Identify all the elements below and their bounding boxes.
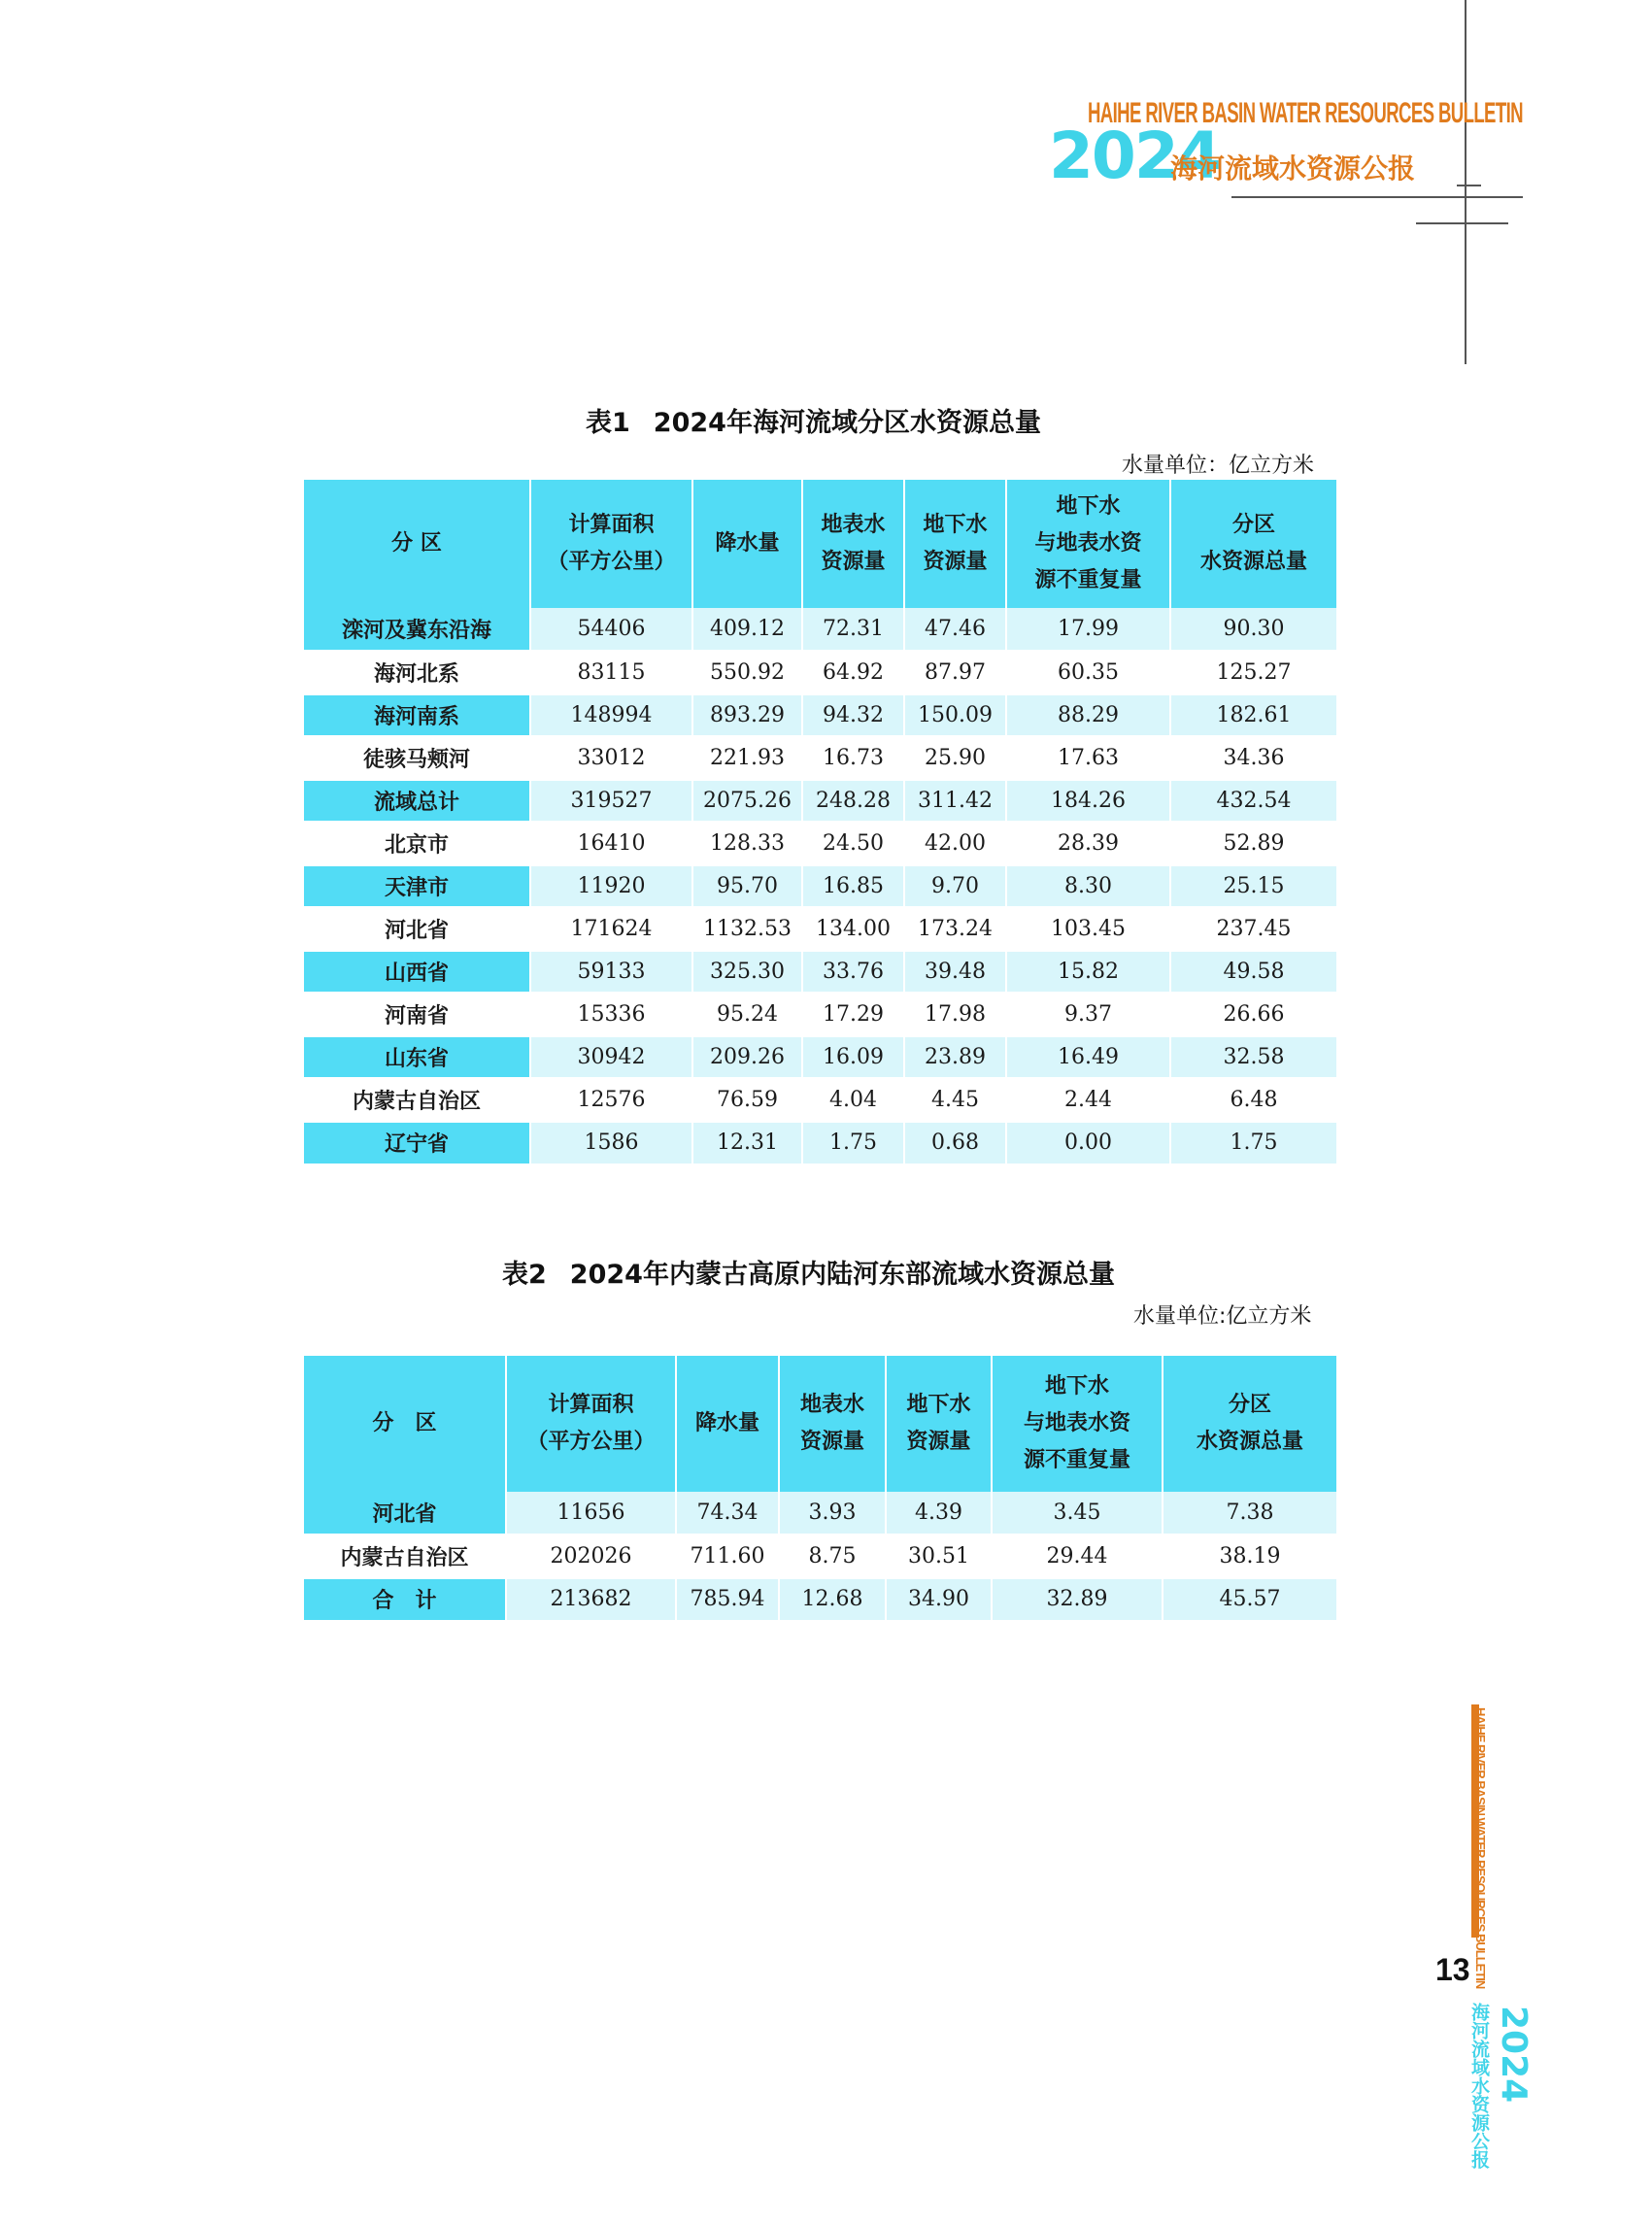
table1-value-cell: 94.32 bbox=[802, 693, 904, 736]
table1-value-cell: 16.09 bbox=[802, 1035, 904, 1078]
crop-mark-vertical bbox=[1465, 0, 1467, 364]
page-number: 13 bbox=[1435, 1952, 1470, 1987]
table1-value-cell: 0.00 bbox=[1006, 1121, 1170, 1164]
table1-value-cell: 550.92 bbox=[692, 651, 802, 693]
table1-region-cell: 北京市 bbox=[304, 822, 530, 864]
bulletin-chinese-title: 海河流域水资源公报 bbox=[1170, 152, 1416, 185]
sidebar-year: 2024 bbox=[1494, 2006, 1534, 2104]
crop-mark-horizontal bbox=[1231, 196, 1523, 198]
table1-unit: 水量单位：亿立方米 bbox=[1122, 454, 1315, 478]
table1-value-cell: 30942 bbox=[530, 1035, 692, 1078]
table1-region-cell: 滦河及冀东沿海 bbox=[304, 608, 530, 651]
table2-value-cell: 3.93 bbox=[779, 1492, 886, 1535]
table1-value-cell: 16410 bbox=[530, 822, 692, 864]
table1-value-cell: 54406 bbox=[530, 608, 692, 651]
table1-value-cell: 2075.26 bbox=[692, 779, 802, 822]
table1-row bbox=[304, 736, 1336, 779]
table1-value-cell: 25.90 bbox=[904, 736, 1006, 779]
table1-region-cell: 河南省 bbox=[304, 993, 530, 1035]
table1-value-cell: 15.82 bbox=[1006, 950, 1170, 993]
table1-caption: 2024年海河流域分区水资源总量 bbox=[653, 408, 1041, 438]
table1-row bbox=[304, 950, 1336, 993]
table1-col-header-3 bbox=[802, 480, 904, 608]
table1-region-cell: 山西省 bbox=[304, 950, 530, 993]
table1-row bbox=[304, 1035, 1336, 1078]
table1-value-cell: 39.48 bbox=[904, 950, 1006, 993]
table2-col-header-line: 地表水 bbox=[799, 1393, 864, 1417]
table1-value-cell: 64.92 bbox=[802, 651, 904, 693]
table1-value-cell: 1132.53 bbox=[692, 907, 802, 950]
table2-value-cell: 74.34 bbox=[676, 1492, 779, 1535]
table1-value-cell: 32.58 bbox=[1170, 1035, 1336, 1078]
table1-value-cell: 311.42 bbox=[904, 779, 1006, 822]
table1-col-header-5 bbox=[1006, 480, 1170, 608]
table1-value-cell: 33.76 bbox=[802, 950, 904, 993]
table2-col-header-line: 降水量 bbox=[694, 1411, 759, 1435]
table1-value-cell: 432.54 bbox=[1170, 779, 1336, 822]
table1-value-cell: 52.89 bbox=[1170, 822, 1336, 864]
table1-value-cell: 24.50 bbox=[802, 822, 904, 864]
table1-row bbox=[304, 693, 1336, 736]
table1-value-cell: 6.48 bbox=[1170, 1078, 1336, 1121]
table2-col-header-line: 水资源总量 bbox=[1196, 1430, 1303, 1454]
table2-value-cell: 34.90 bbox=[886, 1577, 992, 1620]
table1-value-cell: 17.98 bbox=[904, 993, 1006, 1035]
table1-region-cell: 山东省 bbox=[304, 1035, 530, 1078]
table1-value-cell: 42.00 bbox=[904, 822, 1006, 864]
table1-value-cell: 95.70 bbox=[692, 864, 802, 907]
table1-value-cell: 76.59 bbox=[692, 1078, 802, 1121]
table2-row bbox=[304, 1492, 1336, 1535]
table1 bbox=[304, 480, 1336, 1164]
table1-value-cell: 72.31 bbox=[802, 608, 904, 651]
table2-row bbox=[304, 1577, 1336, 1620]
table1-value-cell: 103.45 bbox=[1006, 907, 1170, 950]
table1-value-cell: 17.29 bbox=[802, 993, 904, 1035]
table1-row bbox=[304, 608, 1336, 651]
table1-row bbox=[304, 864, 1336, 907]
table1-col-header-line: 地下水 bbox=[923, 513, 988, 537]
table2-col-header-line: 源不重复量 bbox=[1023, 1448, 1130, 1472]
table1-value-cell: 134.00 bbox=[802, 907, 904, 950]
table1-value-cell: 4.04 bbox=[802, 1078, 904, 1121]
table1-value-cell: 2.44 bbox=[1006, 1078, 1170, 1121]
table2-value-cell: 4.39 bbox=[886, 1492, 992, 1535]
table2-col-header-3 bbox=[779, 1356, 886, 1492]
table1-region-cell: 内蒙古自治区 bbox=[304, 1078, 530, 1121]
table1-row bbox=[304, 651, 1336, 693]
table1-value-cell: 59133 bbox=[530, 950, 692, 993]
table1-col-header-1 bbox=[530, 480, 692, 608]
table1-value-cell: 1.75 bbox=[1170, 1121, 1336, 1164]
table2-body bbox=[304, 1492, 1336, 1620]
table1-col-header-2 bbox=[692, 480, 802, 608]
table1-region-cell: 辽宁省 bbox=[304, 1121, 530, 1164]
table1-col-header-line: 地下水 bbox=[1056, 494, 1121, 519]
table1-value-cell: 49.58 bbox=[1170, 950, 1336, 993]
table1-value-cell: 173.24 bbox=[904, 907, 1006, 950]
table1-value-cell: 125.27 bbox=[1170, 651, 1336, 693]
table1-value-cell: 209.26 bbox=[692, 1035, 802, 1078]
table1-value-cell: 16.73 bbox=[802, 736, 904, 779]
table2-region-cell: 河北省 bbox=[304, 1492, 506, 1535]
table1-region-cell: 流域总计 bbox=[304, 779, 530, 822]
table1-value-cell: 325.30 bbox=[692, 950, 802, 993]
table1-value-cell: 25.15 bbox=[1170, 864, 1336, 907]
table1-col-header-line: 源不重复量 bbox=[1034, 568, 1142, 592]
table1-value-cell: 1586 bbox=[530, 1121, 692, 1164]
table2-col-header-line: 地下水 bbox=[1044, 1374, 1109, 1399]
table1-value-cell: 8.30 bbox=[1006, 864, 1170, 907]
table1-col-header-line: 分 区 bbox=[391, 531, 442, 556]
table1-col-header-line: 计算面积 bbox=[568, 513, 655, 537]
table1-value-cell: 16.85 bbox=[802, 864, 904, 907]
table2-value-cell: 45.57 bbox=[1163, 1577, 1336, 1620]
table2-col-header-line: （平方公里） bbox=[526, 1430, 656, 1454]
table1-row bbox=[304, 993, 1336, 1035]
table1-value-cell: 23.89 bbox=[904, 1035, 1006, 1078]
table2-unit: 水量单位:亿立方米 bbox=[1133, 1304, 1312, 1329]
table2-col-header-line: 计算面积 bbox=[548, 1393, 634, 1417]
table1-col-header-line: 与地表水资 bbox=[1034, 531, 1142, 556]
table1-value-cell: 248.28 bbox=[802, 779, 904, 822]
table2-title bbox=[502, 1253, 1115, 1291]
table2-region-cell: 合 计 bbox=[304, 1577, 506, 1620]
table1-row bbox=[304, 1121, 1336, 1164]
table1-region-cell: 河北省 bbox=[304, 907, 530, 950]
table1-value-cell: 9.70 bbox=[904, 864, 1006, 907]
table2-col-header-5 bbox=[992, 1356, 1163, 1492]
table1-region-cell: 徒骇马颊河 bbox=[304, 736, 530, 779]
table1-value-cell: 319527 bbox=[530, 779, 692, 822]
table1-value-cell: 88.29 bbox=[1006, 693, 1170, 736]
table1-value-cell: 182.61 bbox=[1170, 693, 1336, 736]
table1-value-cell: 150.09 bbox=[904, 693, 1006, 736]
table2-value-cell: 213682 bbox=[506, 1577, 676, 1620]
table2-value-cell: 711.60 bbox=[676, 1535, 779, 1577]
table1-value-cell: 12.31 bbox=[692, 1121, 802, 1164]
table1-value-cell: 83115 bbox=[530, 651, 692, 693]
table1-row bbox=[304, 779, 1336, 822]
table2-col-header-line: 分区 bbox=[1228, 1393, 1271, 1417]
table2-col-header-2 bbox=[676, 1356, 779, 1492]
table1-value-cell: 893.29 bbox=[692, 693, 802, 736]
table1-value-cell: 237.45 bbox=[1170, 907, 1336, 950]
table2-region-cell: 内蒙古自治区 bbox=[304, 1535, 506, 1577]
table2-col-header-1 bbox=[506, 1356, 676, 1492]
table1-region-cell: 海河南系 bbox=[304, 693, 530, 736]
table1-value-cell: 34.36 bbox=[1170, 736, 1336, 779]
table1-region-cell: 天津市 bbox=[304, 864, 530, 907]
table1-row bbox=[304, 1078, 1336, 1121]
table1-col-header-line: 资源量 bbox=[821, 550, 886, 574]
table2-value-cell: 30.51 bbox=[886, 1535, 992, 1577]
table1-value-cell: 47.46 bbox=[904, 608, 1006, 651]
table1-row bbox=[304, 907, 1336, 950]
table1-value-cell: 4.45 bbox=[904, 1078, 1006, 1121]
table1-title bbox=[586, 401, 1041, 439]
table1-value-cell: 16.49 bbox=[1006, 1035, 1170, 1078]
table2-value-cell: 32.89 bbox=[992, 1577, 1163, 1620]
bulletin-year: 2024 bbox=[1049, 118, 1220, 193]
table1-value-cell: 90.30 bbox=[1170, 608, 1336, 651]
table2-col-header-line: 与地表水资 bbox=[1023, 1411, 1130, 1435]
table1-col-header-line: 水资源总量 bbox=[1199, 550, 1307, 574]
table1-region-cell: 海河北系 bbox=[304, 651, 530, 693]
table1-value-cell: 0.68 bbox=[904, 1121, 1006, 1164]
table1-value-cell: 184.26 bbox=[1006, 779, 1170, 822]
table2-col-header-line: 资源量 bbox=[906, 1430, 971, 1454]
table2-header-row bbox=[304, 1356, 1336, 1492]
table1-value-cell: 26.66 bbox=[1170, 993, 1336, 1035]
table2-col-header-0 bbox=[304, 1356, 506, 1492]
table2-value-cell: 202026 bbox=[506, 1535, 676, 1577]
table2-col-header-line: 资源量 bbox=[799, 1430, 864, 1454]
table1-value-cell: 17.99 bbox=[1006, 608, 1170, 651]
table1-col-header-line: 分区 bbox=[1231, 513, 1275, 537]
table1-value-cell: 87.97 bbox=[904, 651, 1006, 693]
sidebar-english-title: HAIHE RIVER BASIN WATER RESOURCES BULLETIN bbox=[1473, 1707, 1488, 1989]
table1-col-header-line: 地表水 bbox=[821, 513, 886, 537]
table1-label: 表1 bbox=[586, 408, 630, 438]
table1-value-cell: 17.63 bbox=[1006, 736, 1170, 779]
table1-body bbox=[304, 608, 1336, 1164]
table2-value-cell: 7.38 bbox=[1163, 1492, 1336, 1535]
table1-header-row bbox=[304, 480, 1336, 608]
crop-mark-horizontal-short bbox=[1416, 222, 1508, 224]
table1-value-cell: 1.75 bbox=[802, 1121, 904, 1164]
table2-col-header-6 bbox=[1163, 1356, 1336, 1492]
table1-value-cell: 11920 bbox=[530, 864, 692, 907]
table1-col-header-6 bbox=[1170, 480, 1336, 608]
table1-value-cell: 221.93 bbox=[692, 736, 802, 779]
table1-value-cell: 171624 bbox=[530, 907, 692, 950]
table2-caption: 2024年内蒙古高原内陆河东部流域水资源总量 bbox=[569, 1260, 1115, 1290]
table2 bbox=[304, 1356, 1336, 1620]
table2-value-cell: 29.44 bbox=[992, 1535, 1163, 1577]
table2-row bbox=[304, 1535, 1336, 1577]
crop-mark-horizontal-tick bbox=[1457, 185, 1481, 186]
bulletin-english-title: HAIHE RIVER BASIN WATER RESOURCES BULLETIN bbox=[1088, 97, 1523, 129]
table1-col-header-line: （平方公里） bbox=[547, 550, 676, 574]
table2-col-header-line: 分 区 bbox=[372, 1411, 437, 1435]
table2-col-header-4 bbox=[886, 1356, 992, 1492]
table1-value-cell: 409.12 bbox=[692, 608, 802, 651]
table1-value-cell: 148994 bbox=[530, 693, 692, 736]
table1-value-cell: 33012 bbox=[530, 736, 692, 779]
table2-value-cell: 38.19 bbox=[1163, 1535, 1336, 1577]
table2-value-cell: 3.45 bbox=[992, 1492, 1163, 1535]
table2-value-cell: 8.75 bbox=[779, 1535, 886, 1577]
table1-row bbox=[304, 822, 1336, 864]
sidebar-chinese-title: 海河流域水资源公报 bbox=[1468, 2003, 1490, 2169]
table1-col-header-line: 降水量 bbox=[715, 531, 780, 556]
table1-value-cell: 15336 bbox=[530, 993, 692, 1035]
table1-value-cell: 28.39 bbox=[1006, 822, 1170, 864]
table2-value-cell: 785.94 bbox=[676, 1577, 779, 1620]
table1-col-header-line: 资源量 bbox=[923, 550, 988, 574]
table1-value-cell: 60.35 bbox=[1006, 651, 1170, 693]
table1-value-cell: 128.33 bbox=[692, 822, 802, 864]
table1-col-header-0 bbox=[304, 480, 530, 608]
table2-label: 表2 bbox=[502, 1260, 547, 1290]
table1-value-cell: 9.37 bbox=[1006, 993, 1170, 1035]
table1-value-cell: 12576 bbox=[530, 1078, 692, 1121]
table2-value-cell: 11656 bbox=[506, 1492, 676, 1535]
table2-col-header-line: 地下水 bbox=[906, 1393, 971, 1417]
table1-col-header-4 bbox=[904, 480, 1006, 608]
table2-value-cell: 12.68 bbox=[779, 1577, 886, 1620]
table1-value-cell: 95.24 bbox=[692, 993, 802, 1035]
